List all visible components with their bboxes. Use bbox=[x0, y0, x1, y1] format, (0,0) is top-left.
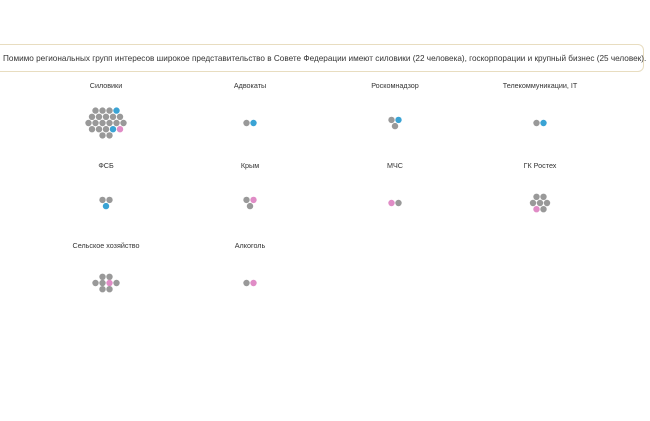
person-dot bbox=[106, 197, 112, 203]
person-dot bbox=[99, 280, 105, 286]
person-dot bbox=[99, 132, 105, 138]
person-dot bbox=[106, 280, 112, 286]
person-dot bbox=[89, 126, 95, 132]
person-dot bbox=[110, 126, 116, 132]
person-dot bbox=[533, 206, 539, 212]
person-dot bbox=[106, 107, 112, 113]
person-dot bbox=[89, 114, 95, 120]
person-dot bbox=[99, 286, 105, 292]
person-dot bbox=[533, 120, 539, 126]
person-dot bbox=[106, 274, 112, 280]
person-dot bbox=[96, 126, 102, 132]
person-dot bbox=[395, 200, 401, 206]
group-label: Роскомнадзор bbox=[371, 81, 419, 90]
person-dot bbox=[113, 280, 119, 286]
person-dot bbox=[250, 280, 256, 286]
person-dot bbox=[243, 120, 249, 126]
person-dot bbox=[250, 120, 256, 126]
person-dot bbox=[388, 117, 394, 123]
person-dot bbox=[540, 194, 546, 200]
group-label: Сельское хозяйство bbox=[72, 241, 140, 250]
person-dot bbox=[92, 107, 98, 113]
person-dot bbox=[243, 197, 249, 203]
person-dot bbox=[388, 200, 394, 206]
person-dot bbox=[117, 114, 123, 120]
group-label: МЧС bbox=[387, 161, 403, 170]
person-dot bbox=[540, 120, 546, 126]
person-dot bbox=[537, 200, 543, 206]
person-dot bbox=[106, 120, 112, 126]
group-label: Телекоммуникации, IT bbox=[502, 81, 578, 90]
person-dot bbox=[250, 197, 256, 203]
group-label: Адвокаты bbox=[233, 81, 267, 90]
group-label: Крым bbox=[240, 161, 260, 170]
group-label: Силовики bbox=[89, 81, 123, 90]
person-dot bbox=[392, 123, 398, 129]
intro-note-text: Помимо региональных групп интересов широкое представительство в Совете Федерации имеют силовики (22 человека), госкорпорации и крупный бизнес (25 человек). bbox=[3, 54, 647, 63]
person-dot bbox=[247, 203, 253, 209]
person-dot bbox=[85, 120, 91, 126]
person-dot bbox=[92, 280, 98, 286]
person-dot bbox=[113, 107, 119, 113]
person-dot bbox=[99, 274, 105, 280]
person-dot bbox=[110, 114, 116, 120]
person-dot bbox=[106, 286, 112, 292]
person-dot bbox=[99, 120, 105, 126]
person-dot bbox=[99, 197, 105, 203]
person-dot bbox=[106, 132, 112, 138]
person-dot bbox=[96, 114, 102, 120]
person-dot bbox=[92, 120, 98, 126]
person-dot bbox=[243, 280, 249, 286]
group-label: ГК Ростех bbox=[523, 161, 557, 170]
person-dot bbox=[103, 114, 109, 120]
person-dot bbox=[395, 117, 401, 123]
group-label: ФСБ bbox=[98, 161, 114, 170]
person-dot bbox=[540, 206, 546, 212]
person-dot bbox=[544, 200, 550, 206]
person-dot bbox=[120, 120, 126, 126]
person-dot bbox=[530, 200, 536, 206]
person-dot bbox=[117, 126, 123, 132]
person-dot bbox=[103, 126, 109, 132]
person-dot bbox=[533, 194, 539, 200]
group-label: Алкоголь bbox=[234, 241, 266, 250]
person-dot bbox=[103, 203, 109, 209]
person-dot bbox=[113, 120, 119, 126]
person-dot bbox=[99, 107, 105, 113]
